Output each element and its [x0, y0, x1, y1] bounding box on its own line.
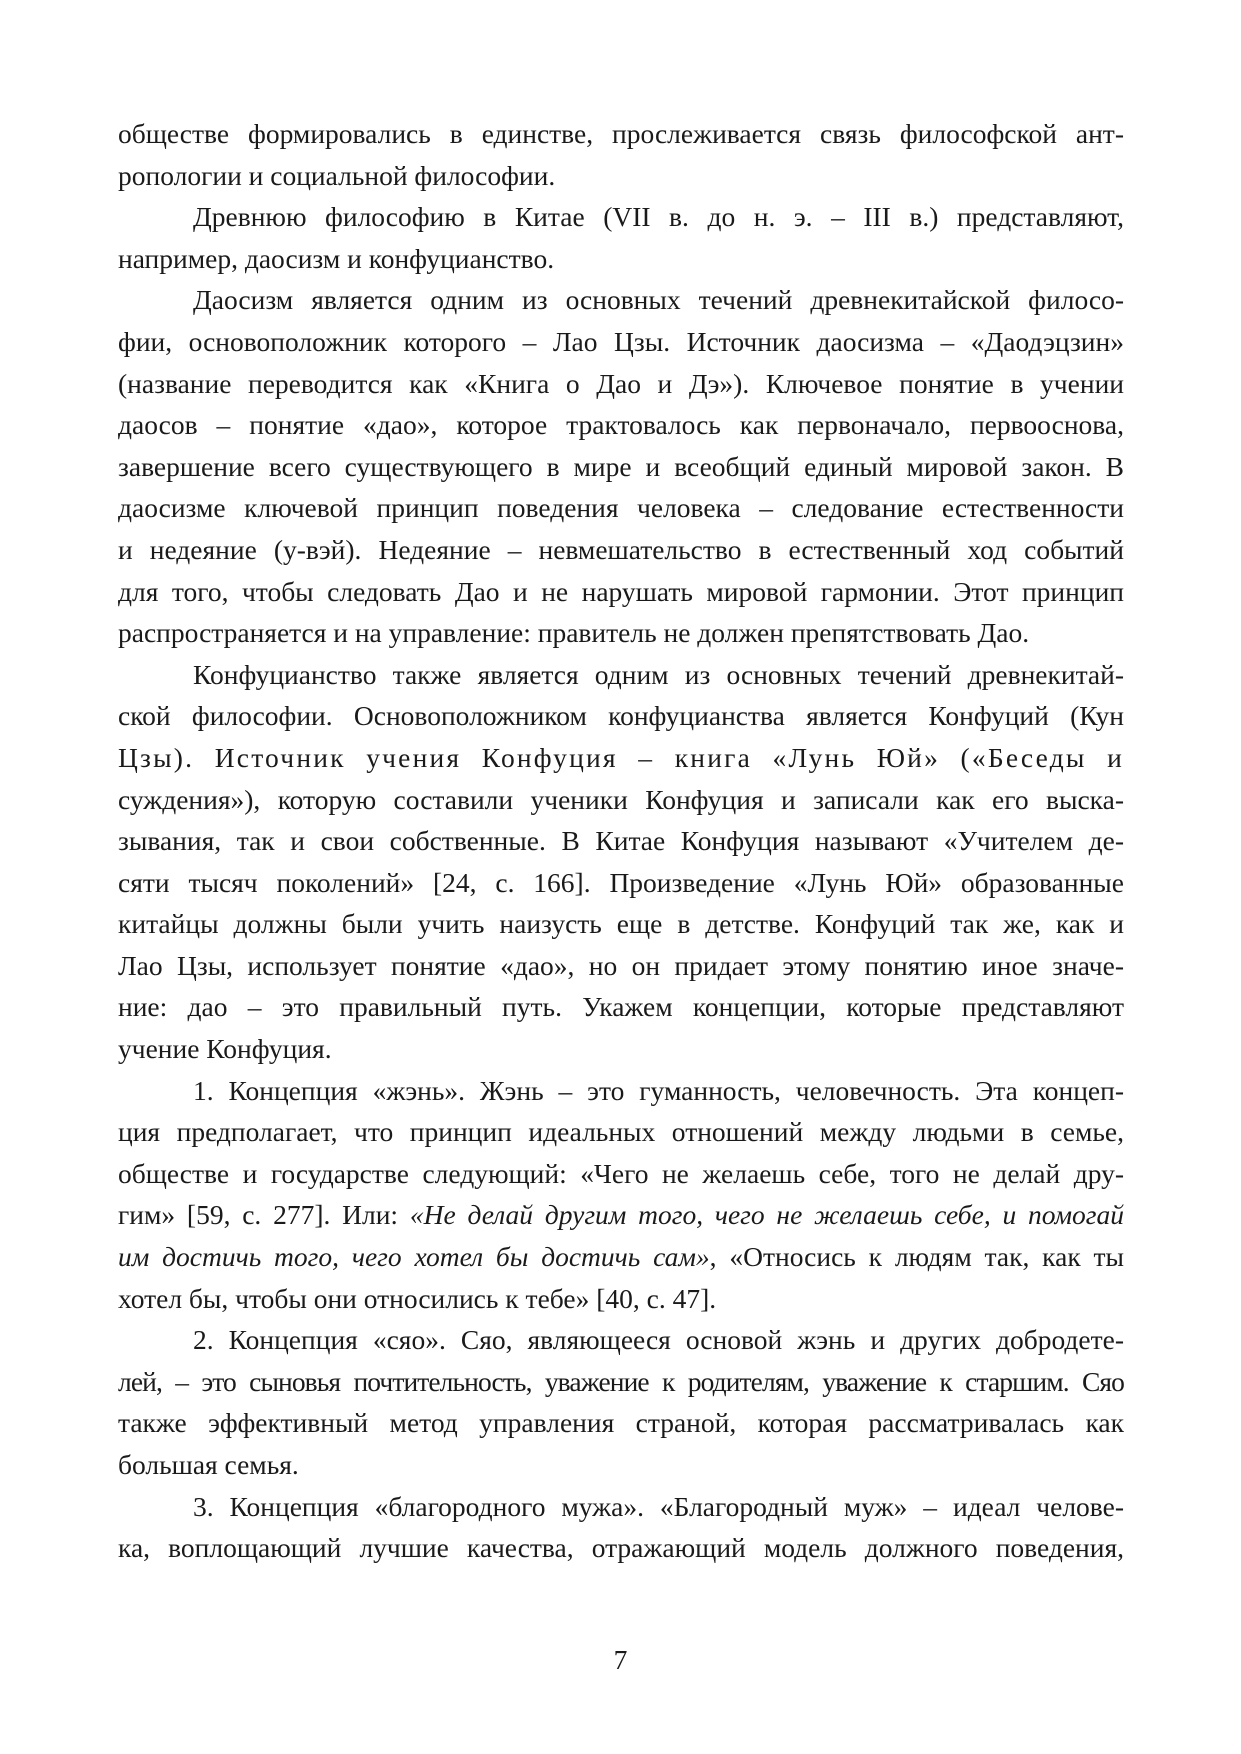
text-line: хотел бы, чтобы они относились к тебе» [40, с. 47]. [118, 1282, 717, 1314]
text-line: сяти тысяч поколений» [24, с. 166]. Произведение «Лунь Юй» образованные [118, 866, 1124, 898]
text-line: завершение всего существующего в мире и всеобщий единый мировой закон. В [118, 450, 1124, 482]
text-line: даосов – понятие «дао», которое трактовалось как первоначало, первооснова, [118, 409, 1124, 441]
text-line: даосизме ключевой принцип поведения человека – следование естественности [118, 492, 1124, 524]
page-number: 7 [613, 1644, 628, 1675]
paragraph-concept-noble-man [118, 1486, 1124, 1569]
paragraph-concept-ren [118, 1070, 1124, 1320]
text-line: 2. Концепция «сяо». Сяо, являющееся основой жэнь и других добродете- [193, 1324, 1124, 1356]
text-line: обществе формировались в единстве, прослеживается связь философской ант- [118, 118, 1124, 149]
text-line: 3. Концепция «благородного мужа». «Благородный муж» – идеал челове- [193, 1490, 1124, 1522]
text-line: и недеяние (у-вэй). Недеяние – невмешательство в естественный ход событий [118, 533, 1124, 565]
text-line: большая семья. [118, 1449, 299, 1480]
text-line: Конфуцианство также является одним из основных течений древнекитай- [193, 658, 1124, 690]
plain-text: гим» [59, с. 277]. Или: [118, 1199, 410, 1231]
text-line: ской философии. Основоположником конфуцианства является Конфуций (Кун [118, 700, 1124, 732]
plain-text: , «Относись к людям так, как ты [709, 1241, 1124, 1273]
text-line: суждения»), которую составили ученики Конфуция и записали как его выска- [118, 783, 1124, 815]
text-line: Лао Цзы, использует понятие «дао», но он придает этому понятию иное значе- [118, 949, 1124, 981]
text-line: (название переводится как «Книга о Дао и Дэ»). Ключевое понятие в учении [118, 367, 1124, 399]
text-line: фии, основоположник которого – Лао Цзы. Источник даосизма – «Даодэцзин» [118, 325, 1124, 357]
text-line-mixed [118, 1236, 1124, 1278]
italic-quote: им достичь того, чего хотел бы достичь сам» [118, 1241, 710, 1273]
text-line: Цзы). Источник учения Конфуция – книга «Лунь Юй» («Беседы и [118, 741, 1124, 773]
text-line: учение Конфуция. [118, 1033, 332, 1065]
page-body [118, 113, 1124, 1569]
text-line: лей, – это сыновья почтительность, уважение к родителям, уважение к старшим. Сяо [118, 1365, 1124, 1397]
text-line: 1. Концепция «жэнь». Жэнь – это гуманность, человечность. Эта концеп- [193, 1074, 1124, 1106]
text-line: например, даосизм и конфуцианство. [118, 242, 555, 274]
text-line: ка, воплощающий лучшие качества, отражающий модель должного поведения, [118, 1532, 1124, 1564]
text-line: ние: дао – это правильный путь. Укажем концепции, которые представляют [118, 991, 1124, 1023]
text-line: также эффективный метод управления страной, которая рассматривалась как [118, 1407, 1124, 1439]
paragraph-ancient-china [118, 196, 1124, 279]
text-line: ропологии и социальной философии. [118, 159, 556, 191]
paragraph-confucianism [118, 654, 1124, 1070]
italic-quote: «Не делай другим того, чего не желаешь себе, и помогай [409, 1199, 1124, 1231]
text-line: Даосизм является одним из основных течений древнекитайской филосо- [193, 284, 1124, 316]
text-line: для того, чтобы следовать Дао и не нарушать мировой гармонии. Этот принцип [118, 575, 1124, 607]
text-line-mixed [118, 1194, 1124, 1236]
paragraph-concept-xiao [118, 1319, 1124, 1485]
text-line: ция предполагает, что принцип идеальных отношений между людьми в семье, [118, 1116, 1124, 1148]
text-line: китайцы должны были учить наизусть еще в детстве. Конфуций так же, как и [118, 908, 1124, 940]
paragraph-taoism [118, 279, 1124, 653]
text-line: распространяется и на управление: правитель не должен препятствовать Дао. [118, 617, 1030, 649]
text-line: обществе и государстве следующий: «Чего не желаешь себе, того не делай дру- [118, 1157, 1124, 1189]
text-line: зывания, так и свои собственные. В Китае Конфуция называют «Учителем де- [118, 825, 1124, 857]
text-line: Древнюю философию в Китае (VII в. до н. э. – III в.) представляют, [193, 201, 1124, 233]
paragraph-intro [118, 113, 1124, 196]
